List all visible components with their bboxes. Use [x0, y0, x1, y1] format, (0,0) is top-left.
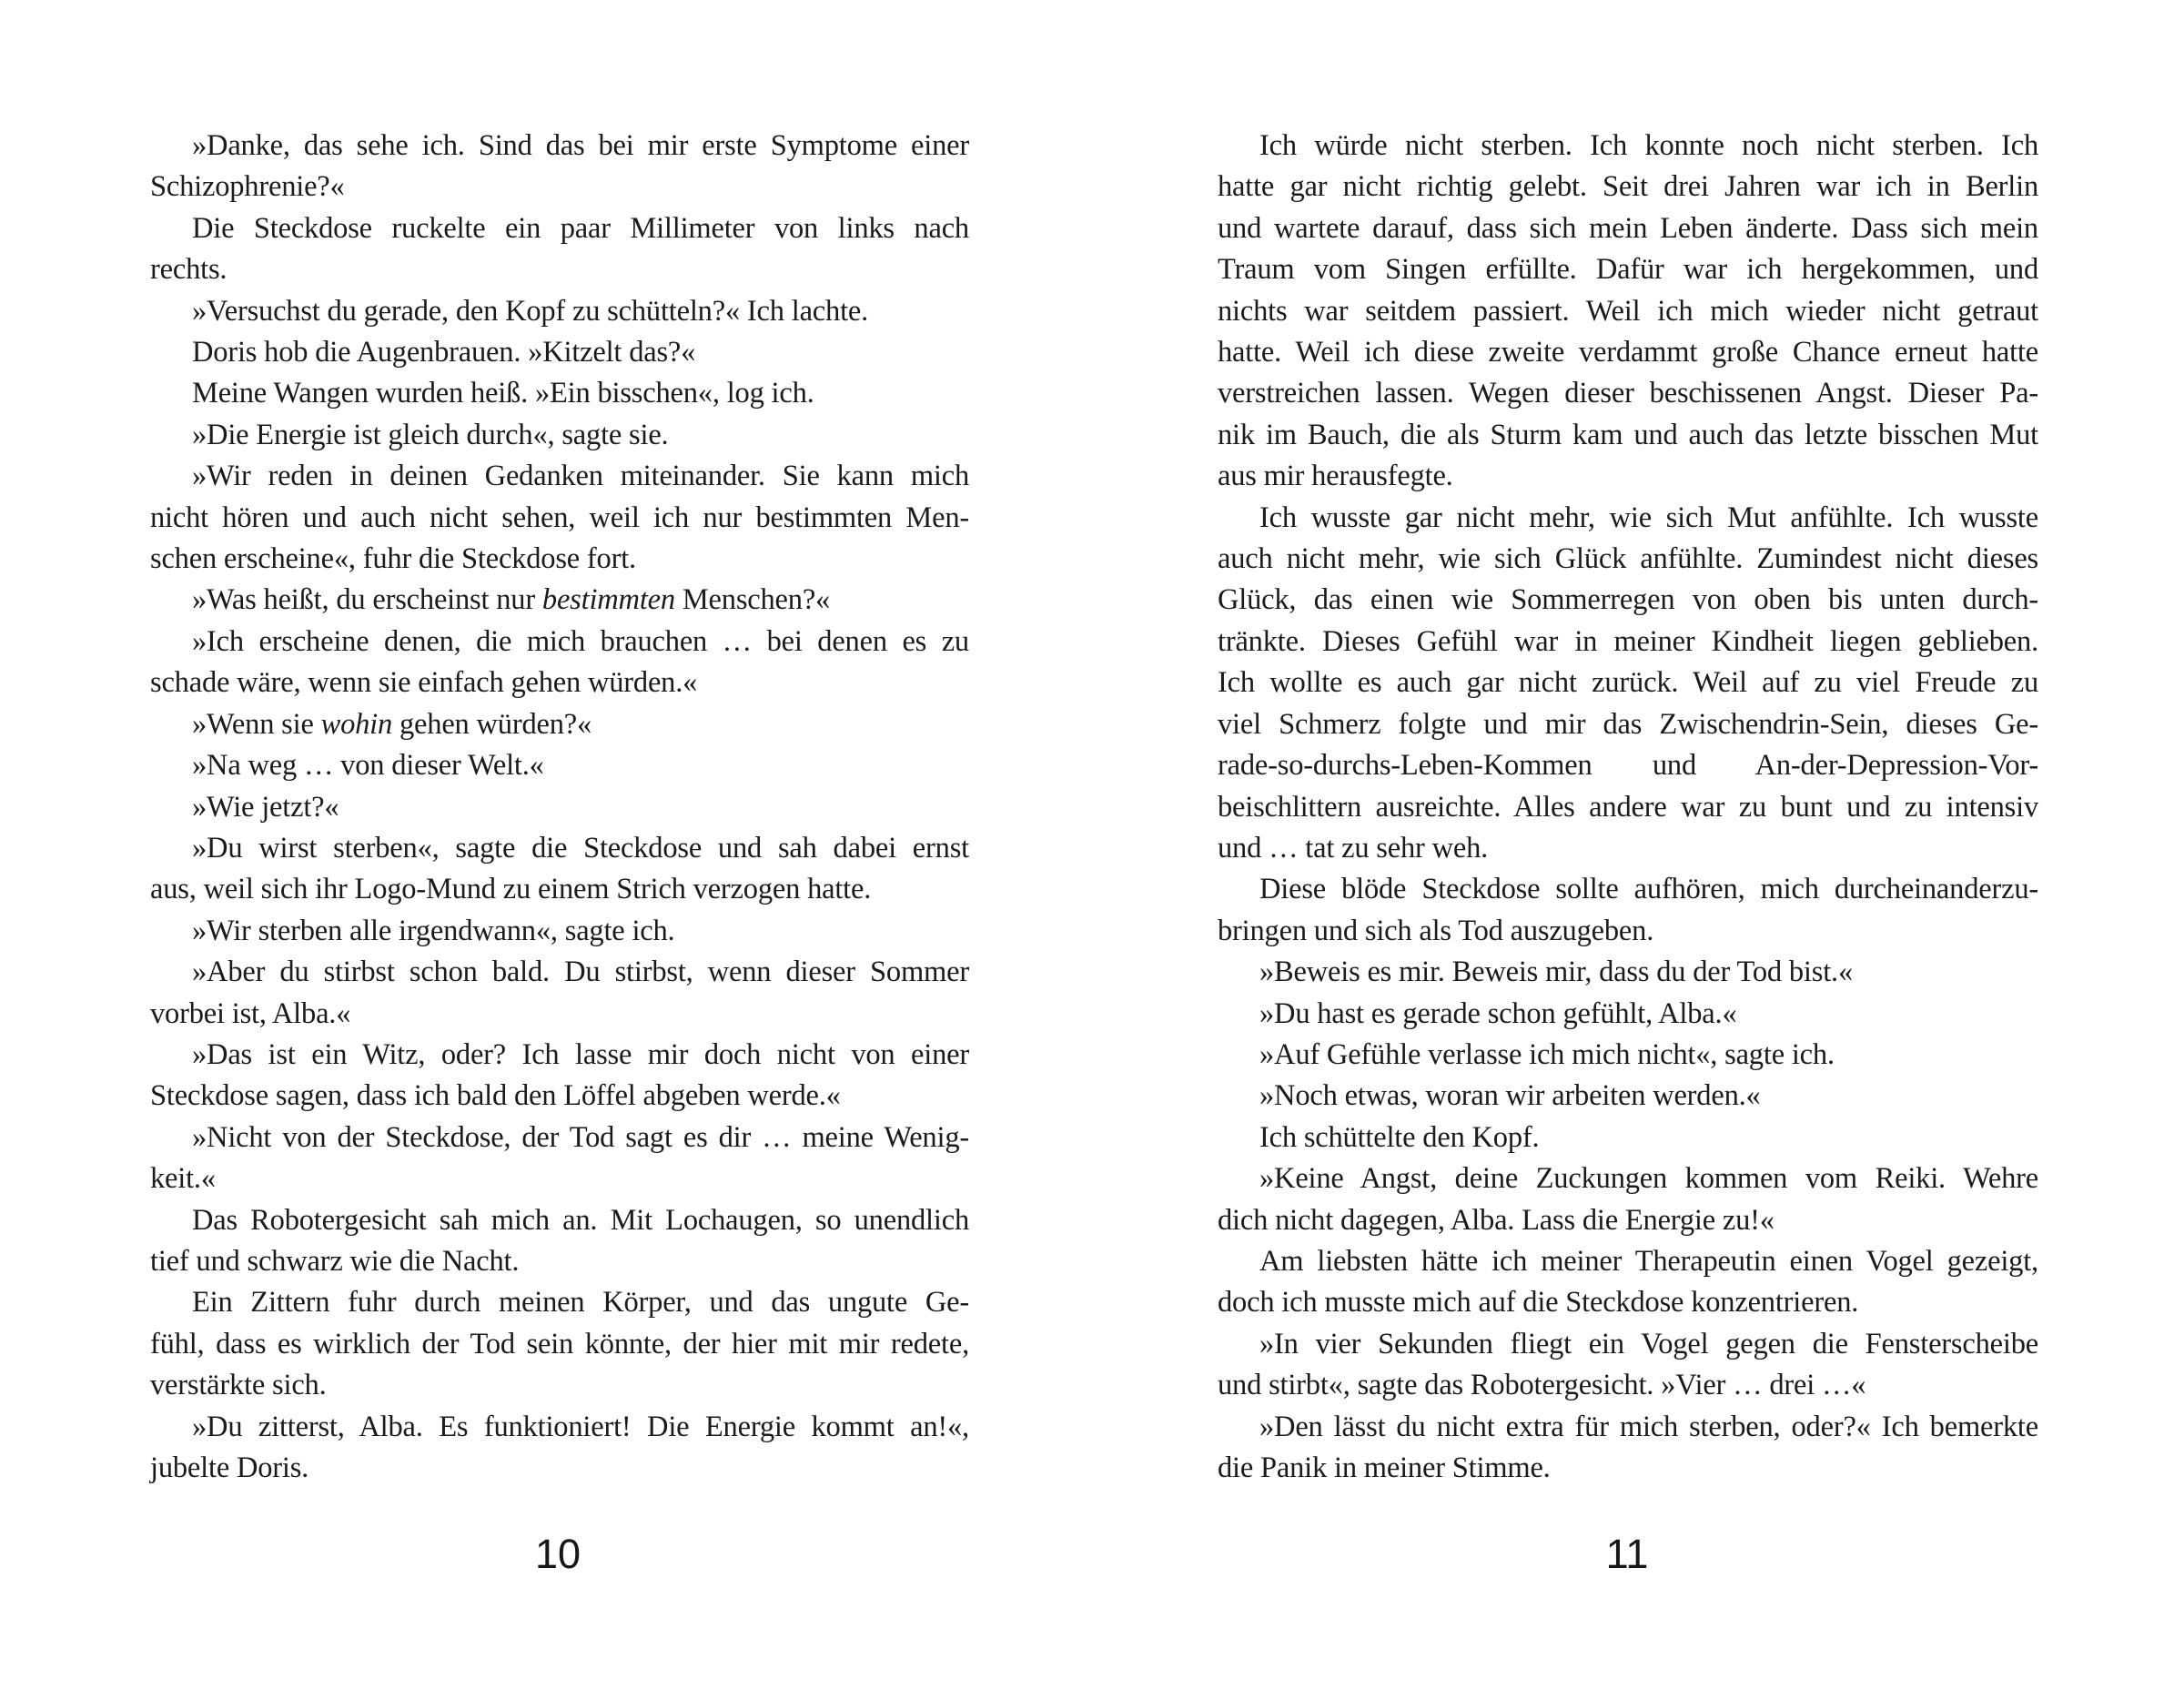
text-line — [1218, 580, 2038, 621]
text-line — [1218, 1241, 2038, 1282]
text-segment: rade-so-durchs-Leben-Kommen und An-der-Depression-Vor- — [1218, 749, 2038, 783]
text-segment: »Danke, das sehe ich. Sind das bei mir erste Symptome einer — [192, 129, 969, 162]
text-segment: Meine Wangen wurden heiß. »Ein bisschen«, log ich. — [192, 377, 814, 410]
text-segment: »Du hast es gerade schon gefühlt, Alba.« — [1259, 996, 1737, 1030]
text-line — [150, 1076, 969, 1117]
text-segment: keit.« — [150, 1162, 216, 1196]
text-line — [1218, 952, 2038, 993]
text-line — [1218, 787, 2038, 828]
text-line — [1218, 1324, 2038, 1365]
text-segment: dich nicht dagegen, Alba. Lass die Energie zu!« — [1218, 1203, 1774, 1237]
text-segment: Ich wusste gar nicht mehr, wie sich Mut anfühlte. Ich wusste — [1259, 501, 2038, 534]
text-line — [150, 952, 969, 993]
text-line — [150, 1365, 969, 1406]
text-segment: hatte gar nicht richtig gelebt. Seit drei Jahren war ich in Berlin — [1218, 170, 2038, 204]
text-segment: Glück, das einen wie Sommerregen von oben bis unten durch- — [1218, 583, 2038, 617]
text-segment: Die Steckdose ruckelte ein paar Millimeter von links nach — [192, 211, 969, 245]
text-segment: »Auf Gefühle verlasse ich mich nicht«, sagte ich. — [1259, 1037, 1835, 1071]
text-line — [150, 1200, 969, 1241]
text-segment: Ich wollte es auch gar nicht zurück. Weil auf zu viel Freude zu — [1218, 666, 2038, 700]
emphasized-text: bestimmten — [541, 583, 675, 617]
text-line — [150, 1158, 969, 1199]
text-segment: fühl, dass es wirklich der Tod sein könnte, der hier mit mir redete, — [150, 1327, 969, 1360]
text-line — [1218, 704, 2038, 745]
text-line — [1218, 208, 2038, 249]
text-line — [150, 1241, 969, 1282]
text-segment: »Noch etwas, woran wir arbeiten werden.« — [1259, 1079, 1761, 1113]
text-line — [150, 911, 969, 952]
text-segment: Menschen?« — [674, 583, 831, 617]
text-segment: schade wäre, wenn sie einfach gehen würden.« — [150, 666, 698, 700]
text-segment: »Wir sterben alle irgendwann«, sagte ich. — [192, 914, 675, 947]
text-segment: jubelte Doris. — [150, 1451, 309, 1484]
text-segment: nik im Bauch, die als Sturm kam und auch das letzte bisschen Mut — [1218, 418, 2038, 451]
text-line — [150, 126, 969, 167]
page-text — [150, 126, 969, 1489]
text-line — [150, 332, 969, 373]
text-line — [1218, 1200, 2038, 1241]
text-line — [1218, 869, 2038, 910]
text-line — [150, 828, 969, 869]
text-line — [1218, 498, 2038, 539]
text-line — [150, 622, 969, 662]
text-line — [1218, 456, 2038, 497]
page-right — [1218, 126, 2038, 1489]
text-segment: »Du wirst sterben«, sagte die Steckdose und sah dabei ernst — [192, 831, 969, 865]
text-segment: beischlittern ausreichte. Alles andere war zu bunt und zu intensiv — [1218, 790, 2038, 824]
text-segment: nichts war seitdem passiert. Weil ich mich wieder nicht getraut — [1218, 294, 2038, 328]
text-segment: »Wie jetzt?« — [192, 790, 339, 824]
text-line — [1218, 1407, 2038, 1448]
text-segment: »In vier Sekunden fliegt ein Vogel gegen die Fensterscheibe — [1259, 1327, 2038, 1360]
text-line — [150, 208, 969, 249]
text-line — [150, 539, 969, 580]
page-number-right: 11 — [1605, 1531, 1649, 1577]
text-segment: aus, weil sich ihr Logo-Mund zu einem Strich verzogen hatte. — [150, 873, 872, 906]
text-line — [1218, 828, 2038, 869]
text-segment: viel Schmerz folgte und mir das Zwischendrin-Sein, dieses Ge- — [1218, 707, 2038, 741]
text-segment: doch ich musste mich auf die Steckdose konzentrieren. — [1218, 1286, 1859, 1320]
text-line — [150, 1035, 969, 1076]
text-segment: tränkte. Dieses Gefühl war in meiner Kindheit liegen geblieben. — [1218, 624, 2038, 658]
text-segment: die Panik in meiner Stimme. — [1218, 1451, 1551, 1484]
text-line — [1218, 662, 2038, 703]
text-segment: »Den lässt du nicht extra für mich sterben, oder?« Ich bemerkte — [1259, 1410, 2038, 1443]
text-segment: Doris hob die Augenbrauen. »Kitzelt das?« — [192, 336, 696, 369]
text-line — [150, 580, 969, 621]
text-line — [150, 1117, 969, 1158]
text-line — [150, 456, 969, 497]
text-segment: aus mir herausfegte. — [1218, 460, 1453, 493]
text-segment: schen erscheine«, fuhr die Steckdose fort. — [150, 542, 636, 576]
text-line — [1218, 994, 2038, 1035]
text-segment: auch nicht mehr, wie sich Glück anfühlte. Zumindest nicht dieses — [1218, 542, 2038, 576]
text-line — [1218, 332, 2038, 373]
text-line — [150, 291, 969, 332]
text-line — [1218, 373, 2038, 414]
text-segment: Am liebsten hätte ich meiner Therapeutin einen Vogel gezeigt, — [1259, 1244, 2038, 1278]
emphasized-text: wohin — [320, 707, 393, 741]
text-line — [150, 704, 969, 745]
text-segment: Ein Zittern fuhr durch meinen Körper, und das ungute Ge- — [192, 1286, 969, 1320]
text-line — [1218, 1282, 2038, 1323]
text-segment: »Nicht von der Steckdose, der Tod sagt es dir … meine Wenig- — [192, 1120, 969, 1154]
text-segment: und … tat zu sehr weh. — [1218, 831, 1489, 865]
text-segment: »Die Energie ist gleich durch«, sagte sie. — [192, 418, 669, 451]
text-line — [1218, 1158, 2038, 1199]
text-segment: Das Robotergesicht sah mich an. Mit Lochaugen, so unendlich — [192, 1203, 969, 1237]
text-line — [1218, 1117, 2038, 1158]
text-segment: »Ich erscheine denen, die mich brauchen … bei denen es zu — [192, 624, 969, 658]
text-segment: »Na weg … von dieser Welt.« — [192, 749, 544, 783]
text-line — [150, 994, 969, 1035]
text-segment: gehen würden?« — [392, 707, 592, 741]
text-line — [150, 373, 969, 414]
text-line — [1218, 911, 2038, 952]
text-line — [1218, 415, 2038, 456]
text-line — [150, 167, 969, 207]
text-segment: und stirbt«, sagte das Robotergesicht. »Vier … drei …« — [1218, 1369, 1866, 1402]
text-segment: vorbei ist, Alba.« — [150, 996, 351, 1030]
text-segment: und wartete darauf, dass sich mein Leben änderte. Dass sich mein — [1218, 211, 2038, 245]
text-segment: »Beweis es mir. Beweis mir, dass du der Tod bist.« — [1259, 956, 1854, 989]
text-line — [150, 1324, 969, 1365]
text-line — [1218, 539, 2038, 580]
text-segment: tief und schwarz wie die Nacht. — [150, 1244, 520, 1278]
text-segment: »Keine Angst, deine Zuckungen kommen vom Reiki. Wehre — [1259, 1162, 2038, 1196]
text-segment: Traum vom Singen erfüllte. Dafür war ich hergekommen, und — [1218, 253, 2038, 287]
text-line — [1218, 1035, 2038, 1076]
text-line — [150, 498, 969, 539]
text-line — [150, 869, 969, 910]
text-line — [1218, 167, 2038, 207]
text-segment: verstärkte sich. — [150, 1369, 327, 1402]
text-segment: nicht hören und auch nicht sehen, weil ich nur bestimmten Men- — [150, 501, 969, 534]
text-segment: rechts. — [150, 253, 228, 287]
text-segment: verstreichen lassen. Wegen dieser beschissenen Angst. Dieser Pa- — [1218, 377, 2038, 410]
text-line — [1218, 249, 2038, 290]
text-segment: Ich würde nicht sterben. Ich konnte noch nicht sterben. Ich — [1259, 129, 2038, 162]
text-line — [150, 249, 969, 290]
text-segment: Schizophrenie?« — [150, 170, 345, 204]
text-segment: »Versuchst du gerade, den Kopf zu schütteln?« Ich lachte. — [192, 294, 869, 328]
text-line — [1218, 126, 2038, 167]
text-line — [150, 662, 969, 703]
text-segment: »Was heißt, du erscheinst nur — [192, 583, 542, 617]
text-segment: Steckdose sagen, dass ich bald den Löffel abgeben werde.« — [150, 1079, 841, 1113]
text-segment: hatte. Weil ich diese zweite verdammt große Chance erneut hatte — [1218, 336, 2038, 369]
text-line — [150, 415, 969, 456]
text-line — [150, 1282, 969, 1323]
page-text — [1218, 126, 2038, 1489]
text-line — [1218, 622, 2038, 662]
page-number-left: 10 — [534, 1531, 581, 1577]
text-segment: »Wir reden in deinen Gedanken miteinander. Sie kann mich — [192, 460, 969, 493]
text-segment: »Aber du stirbst schon bald. Du stirbst, wenn dieser Sommer — [192, 956, 969, 989]
text-line — [1218, 745, 2038, 786]
text-line — [150, 745, 969, 786]
text-line — [150, 787, 969, 828]
text-line — [1218, 1448, 2038, 1489]
text-segment: »Du zitterst, Alba. Es funktioniert! Die Energie kommt an!«, — [192, 1410, 969, 1443]
text-line — [1218, 1365, 2038, 1406]
text-line — [150, 1448, 969, 1489]
text-line — [1218, 1076, 2038, 1117]
text-segment: »Wenn sie — [192, 707, 321, 741]
text-segment: Ich schüttelte den Kopf. — [1259, 1120, 1540, 1154]
page-left — [150, 126, 969, 1489]
text-line — [1218, 291, 2038, 332]
text-segment: bringen und sich als Tod auszugeben. — [1218, 914, 1654, 947]
text-segment: Diese blöde Steckdose sollte aufhören, mich durcheinanderzu- — [1259, 873, 2038, 906]
text-line — [150, 1407, 969, 1448]
text-segment: »Das ist ein Witz, oder? Ich lasse mir doch nicht von einer — [192, 1037, 969, 1071]
